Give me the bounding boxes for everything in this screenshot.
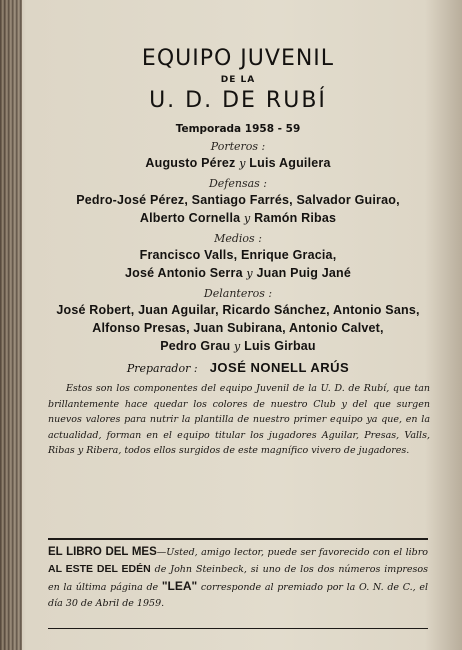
player-names: José Antonio Serra: [124, 266, 243, 280]
coach-line: [40, 358, 436, 379]
role-label: Medios :: [214, 232, 262, 245]
player-names: Pedro-José Pérez, Santiago Farrés, Salvador Guirao,: [76, 193, 400, 207]
book-of-month-notice: [48, 544, 428, 612]
conjunction: y: [239, 157, 246, 170]
coach-name: JOSÉ NONELL ARÚS: [209, 360, 350, 375]
player-names: Francisco Valls, Enrique Gracia,: [139, 248, 337, 262]
player-names-line: [40, 191, 436, 209]
player-names-line: [40, 246, 436, 264]
book-notice-part2: de John Steinbeck, si uno de los dos números impresos en la última página de: [48, 564, 429, 593]
player-names: Luis Aguilera: [249, 156, 331, 170]
player-names-line: [40, 319, 436, 337]
player-names: Augusto Pérez: [145, 156, 236, 170]
player-names: Luis Girbau: [244, 339, 316, 353]
role-label: Defensas :: [208, 177, 268, 190]
magazine-name: "LEA": [161, 579, 198, 593]
book-notice-part3: corresponde al premiado por la O. N. de C., el día 30 de Abril de 1959.: [48, 582, 428, 609]
season-label: Temporada 1958 - 59: [175, 123, 301, 135]
player-names: Juan Puig Jané: [256, 266, 352, 280]
role-label: Delanteros :: [203, 287, 273, 300]
book-notice-part1: —Usted, amigo lector, puede ser favorecido con el libro: [156, 547, 428, 558]
player-names-line: [40, 154, 436, 173]
player-names: José Robert, Juan Aguilar, Ricardo Sánchez, Antonio Sans,: [56, 303, 420, 317]
player-names-line: [40, 301, 436, 319]
de-la-label: DE LA: [220, 75, 256, 85]
conjunction: y: [246, 267, 253, 280]
player-names: Pedro Grau: [160, 339, 231, 353]
divider-bottom: [48, 628, 428, 629]
divider-top: [48, 538, 428, 540]
player-names-line: [40, 264, 436, 283]
player-names-line: [40, 209, 436, 228]
roster-sections: [40, 140, 436, 356]
conjunction: y: [243, 212, 251, 225]
player-names: Ramón Ribas: [254, 211, 337, 225]
page-title: EQUIPO JUVENIL: [141, 46, 335, 71]
team-listing: [40, 40, 436, 459]
book-of-month-heading: EL LIBRO DEL MES: [48, 546, 157, 558]
page-binding: [0, 0, 22, 650]
coach-label: Preparador :: [126, 362, 198, 375]
role-label: Porteros :: [210, 140, 266, 153]
player-names: Alfonso Presas, Juan Subirana, Antonio Calvet,: [92, 321, 384, 335]
club-name: U. D. DE RUBÍ: [149, 88, 327, 113]
team-description: Estos son los componentes del equipo Juvenil de la U. D. de Rubí, que tan brillantemente hace quedar los colores de nuestro Club y del que surgen nuevos valores para nutrir la plantilla de nuestro primer equipo ya que, en la actualidad, forman en el equipo titular los jugadores Aguilar, Presas, Valls, Ribas y Ribera, todos ellos surgidos de este magnífico vivero de jugadores.: [48, 383, 430, 456]
conjunction: y: [234, 340, 241, 353]
player-names-line: [40, 337, 436, 356]
player-names: Alberto Cornella: [139, 211, 241, 225]
book-title: AL ESTE DEL EDÉN: [48, 563, 151, 575]
